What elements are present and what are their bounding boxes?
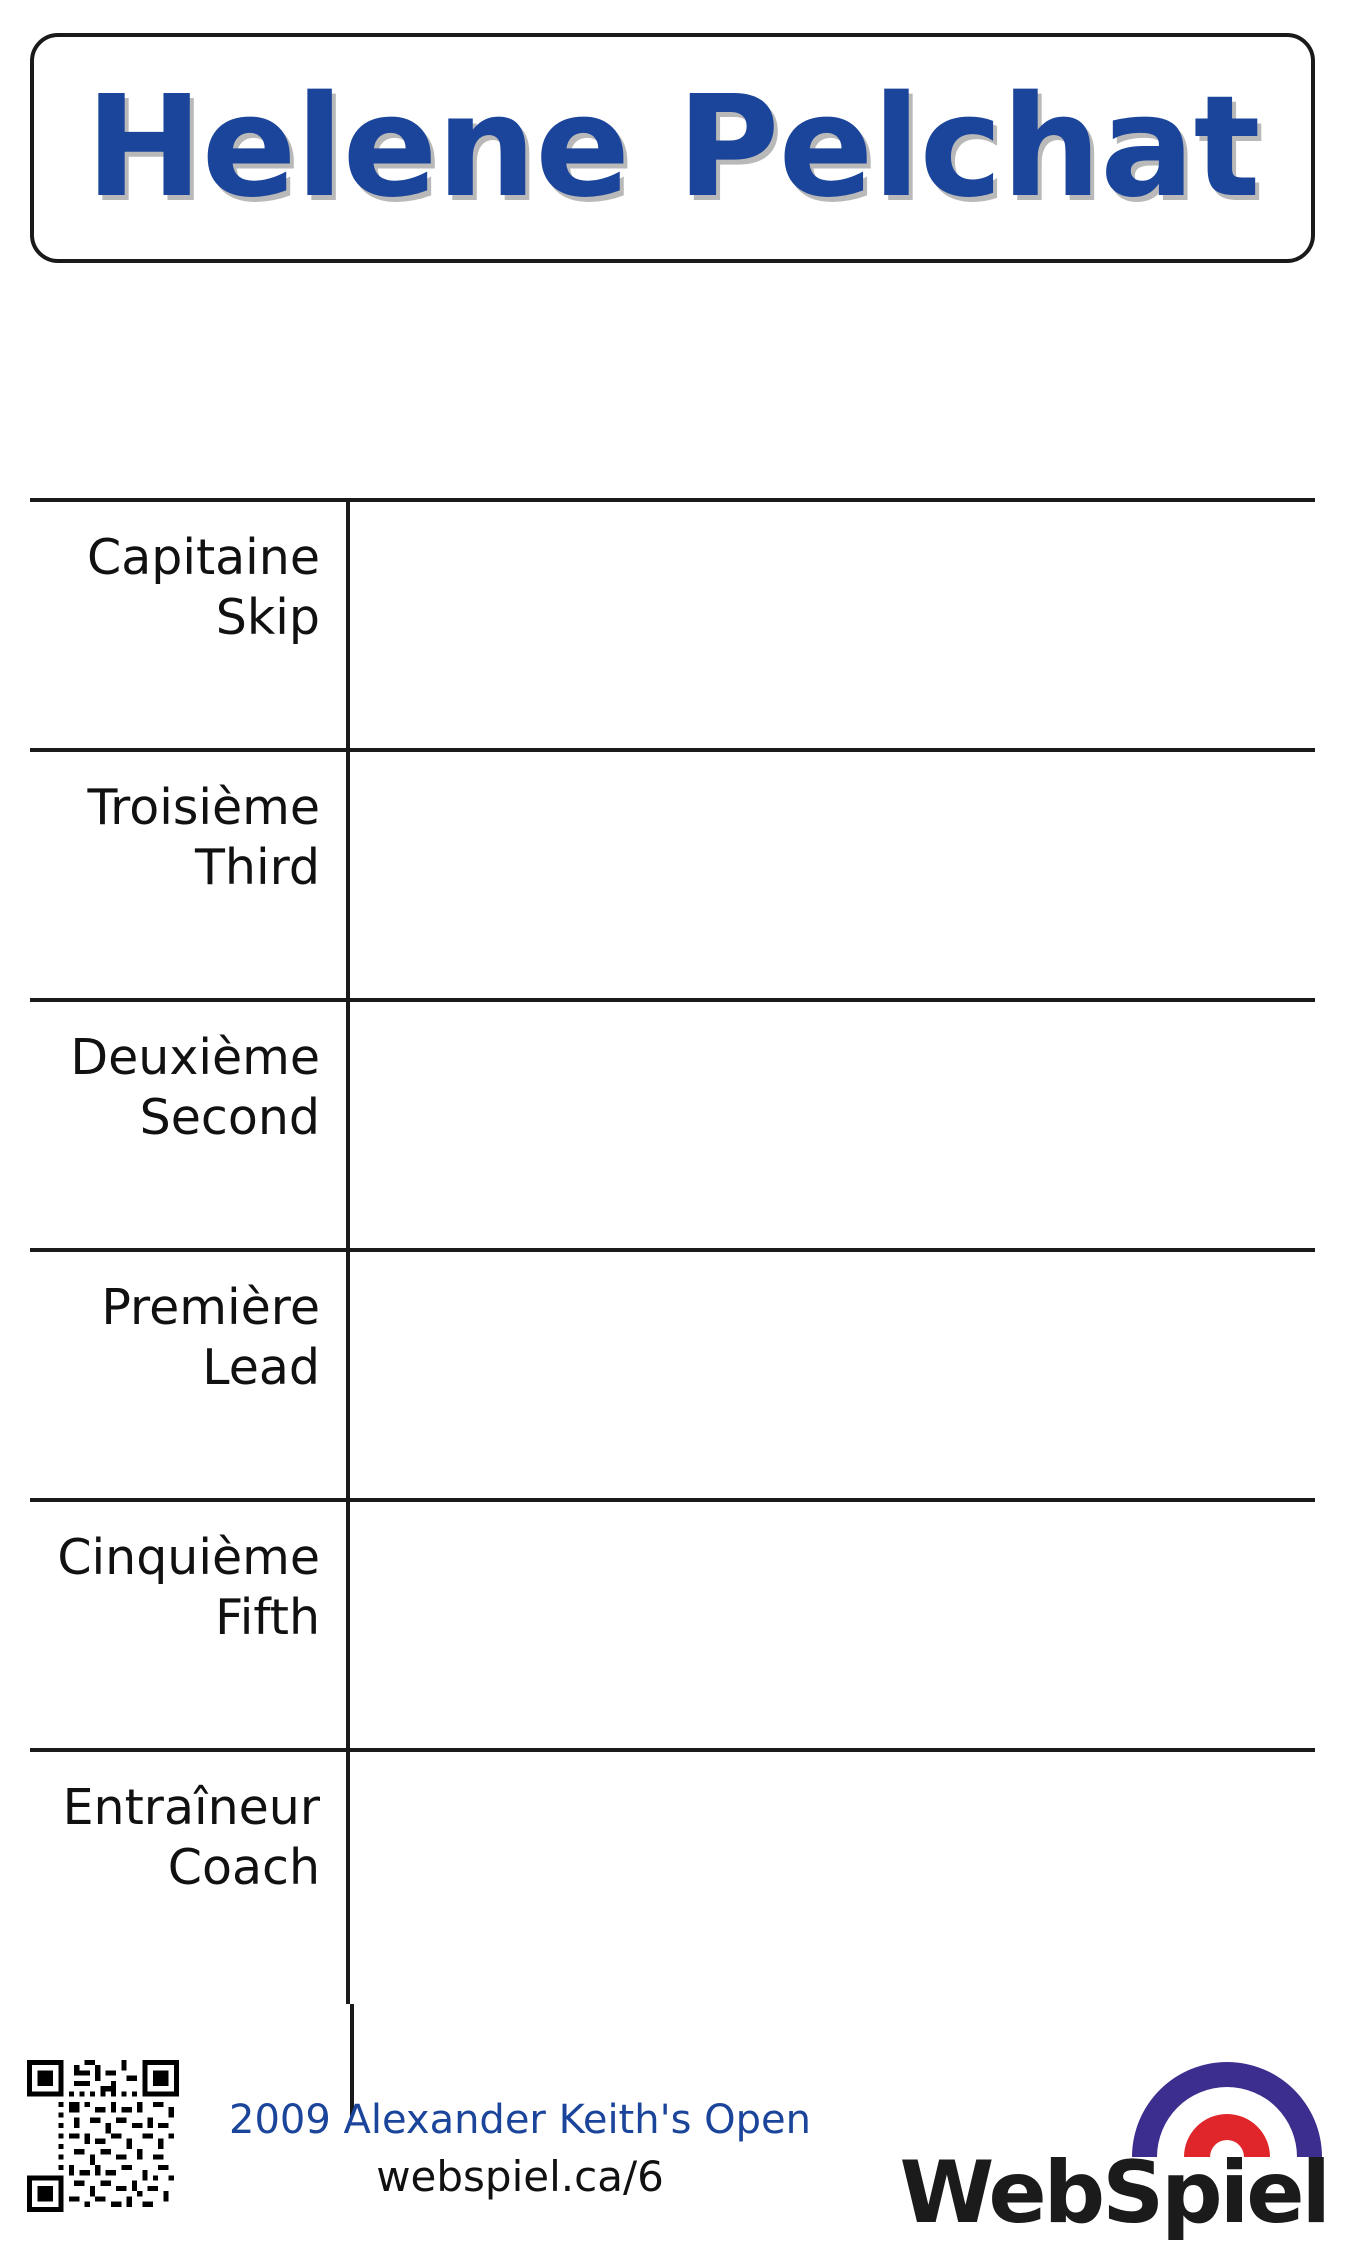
position-label-en: Second bbox=[139, 1088, 320, 1146]
qr-code-icon[interactable] bbox=[27, 2060, 179, 2212]
event-name: 2009 Alexander Keith's Open bbox=[229, 2097, 811, 2144]
position-label-en: Coach bbox=[167, 1838, 320, 1896]
player-name-third[interactable] bbox=[350, 752, 1315, 998]
site-url[interactable]: webspiel.ca/6 bbox=[376, 2152, 664, 2202]
table-row bbox=[30, 498, 1315, 748]
table-row bbox=[30, 1248, 1315, 1498]
position-label-lead bbox=[30, 1252, 350, 1498]
player-name-skip[interactable] bbox=[350, 502, 1315, 748]
player-name-lead[interactable] bbox=[350, 1252, 1315, 1498]
position-label-skip bbox=[30, 502, 350, 748]
position-label-en: Skip bbox=[215, 588, 320, 646]
player-name-second[interactable] bbox=[350, 1002, 1315, 1248]
position-label-coach bbox=[30, 1752, 350, 2004]
table-row bbox=[30, 998, 1315, 1248]
page-title: Helene Pelchat bbox=[85, 66, 1260, 229]
player-name-coach[interactable] bbox=[350, 1752, 1315, 2004]
table-row bbox=[30, 748, 1315, 998]
position-label-en: Lead bbox=[202, 1338, 320, 1396]
position-label-en: Third bbox=[195, 838, 320, 896]
position-label-third bbox=[30, 752, 350, 998]
footer bbox=[0, 2060, 1350, 2250]
position-label-fr: Première bbox=[101, 1279, 320, 1336]
roster-table bbox=[30, 498, 1315, 2004]
team-name-plate bbox=[30, 33, 1315, 263]
curling-house-icon bbox=[1132, 2057, 1322, 2157]
position-label-fr: Troisième bbox=[87, 779, 320, 836]
position-label-fifth bbox=[30, 1502, 350, 1748]
position-label-en: Fifth bbox=[215, 1588, 320, 1646]
position-label-fr: Deuxième bbox=[70, 1029, 320, 1086]
footer-center bbox=[210, 2093, 830, 2208]
position-label-fr: Capitaine bbox=[86, 529, 320, 586]
position-label-fr: Cinquième bbox=[57, 1529, 320, 1586]
table-row bbox=[30, 1498, 1315, 1748]
brand-name: WebSpiel bbox=[899, 2143, 1328, 2243]
position-label-second bbox=[30, 1002, 350, 1248]
position-label-fr: Entraîneur bbox=[62, 1779, 320, 1836]
brand-logo[interactable] bbox=[899, 2057, 1332, 2243]
table-row bbox=[30, 1748, 1315, 2004]
player-name-fifth[interactable] bbox=[350, 1502, 1315, 1748]
